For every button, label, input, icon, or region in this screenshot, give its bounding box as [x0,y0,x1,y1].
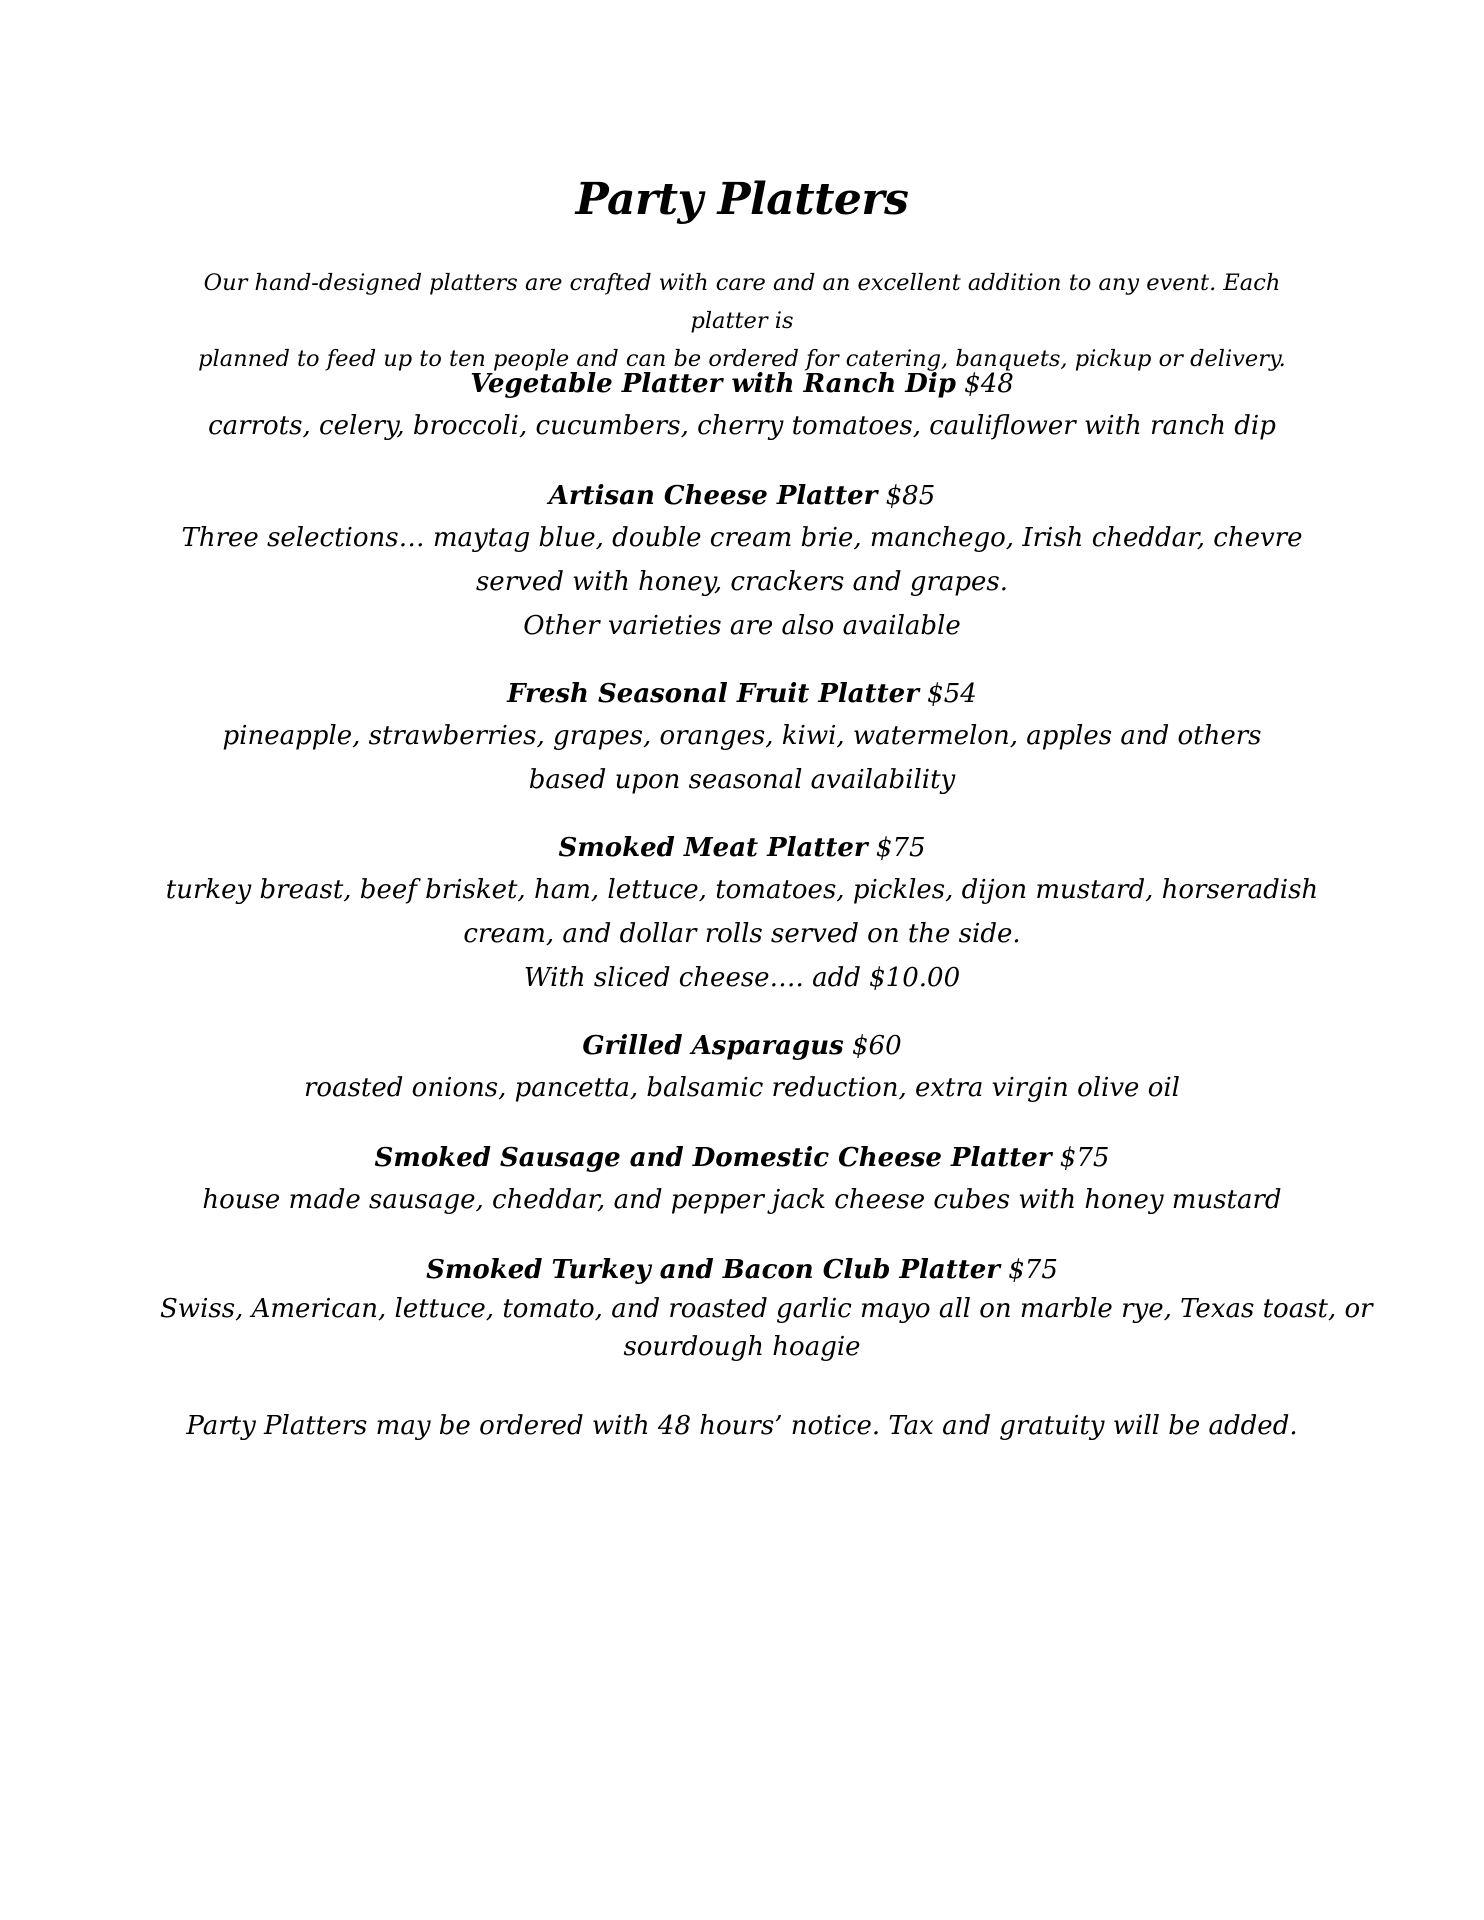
menu-item-artisan-cheese-platter [160,476,1324,648]
item-name: Vegetable Platter with Ranch Dip [470,369,956,399]
intro-line: Our hand-designed platters are crafted with care and an excellent addition to any event. Each platter is [203,270,1281,334]
item-name: Artisan Cheese Platter [548,481,878,511]
item-description: Swiss, American, lettuce, tomato, and roasted garlic mayo all on marble rye, Texas toast, or [160,1294,1373,1324]
item-name: Grilled Asparagus [582,1031,844,1061]
item-description: With sliced cheese…. add $10.00 [523,963,961,993]
item-price: $75 [1059,1143,1110,1173]
item-heading [160,674,1324,714]
item-price: $48 [964,369,1014,399]
item-description: turkey breast, beef brisket, ham, lettuce, tomatoes, pickles, dijon mustard, horseradish [165,875,1319,905]
item-heading [160,828,1324,868]
menu-item-vegetable-platter [160,364,1324,448]
item-heading [160,1138,1324,1178]
item-price: $75 [875,833,926,863]
item-description: sourdough hoagie [623,1332,861,1362]
item-description: based upon seasonal availability [528,765,956,795]
item-price: $60 [852,1031,902,1061]
item-heading [160,1026,1324,1066]
item-name: Smoked Turkey and Bacon Club Platter [426,1255,1000,1285]
item-description: Three selections… maytag blue, double cream brie, manchego, Irish cheddar, chevre [181,523,1303,553]
menu-item-smoked-meat-platter [160,828,1324,1000]
item-name: Fresh Seasonal Fruit Platter [507,679,919,709]
item-description: roasted onions, pancetta, balsamic reduction, extra virgin olive oil [304,1073,1180,1103]
item-name: Smoked Sausage and Domestic Cheese Platter [374,1143,1052,1173]
item-description: cream, and dollar rolls served on the side. [463,919,1021,949]
item-heading [160,1250,1324,1290]
item-heading [160,476,1324,516]
item-description: pineapple, strawberries, grapes, oranges, kiwi, watermelon, apples and others [222,721,1262,751]
intro-paragraph [190,264,1294,378]
item-description: served with honey, crackers and grapes. [475,567,1009,597]
item-price: $75 [1008,1255,1058,1285]
ordering-note: Party Platters may be ordered with 48 hours’ notice. Tax and gratuity will be added. [186,1411,1298,1441]
intro-line: planned to feed up to ten people and can be ordered for catering, banquets, pickup or delivery. [198,346,1286,372]
item-price: $85 [885,481,936,511]
item-heading [160,364,1324,404]
menu-item-fresh-fruit-platter [160,674,1324,802]
menu-item-turkey-bacon-club-platter [160,1250,1373,1366]
item-description: carrots, celery, broccoli, cucumbers, cherry tomatoes, cauliflower with ranch dip [208,411,1276,441]
item-description: Other varieties are also available [523,611,961,641]
menu-item-grilled-asparagus [160,1026,1324,1110]
page-title: Party Platters [575,174,909,225]
item-description: house made sausage, cheddar, and pepper jack cheese cubes with honey mustard [202,1185,1282,1215]
item-name: Smoked Meat Platter [558,833,868,863]
item-price: $54 [927,679,977,709]
menu-item-sausage-cheese-platter [160,1138,1324,1222]
